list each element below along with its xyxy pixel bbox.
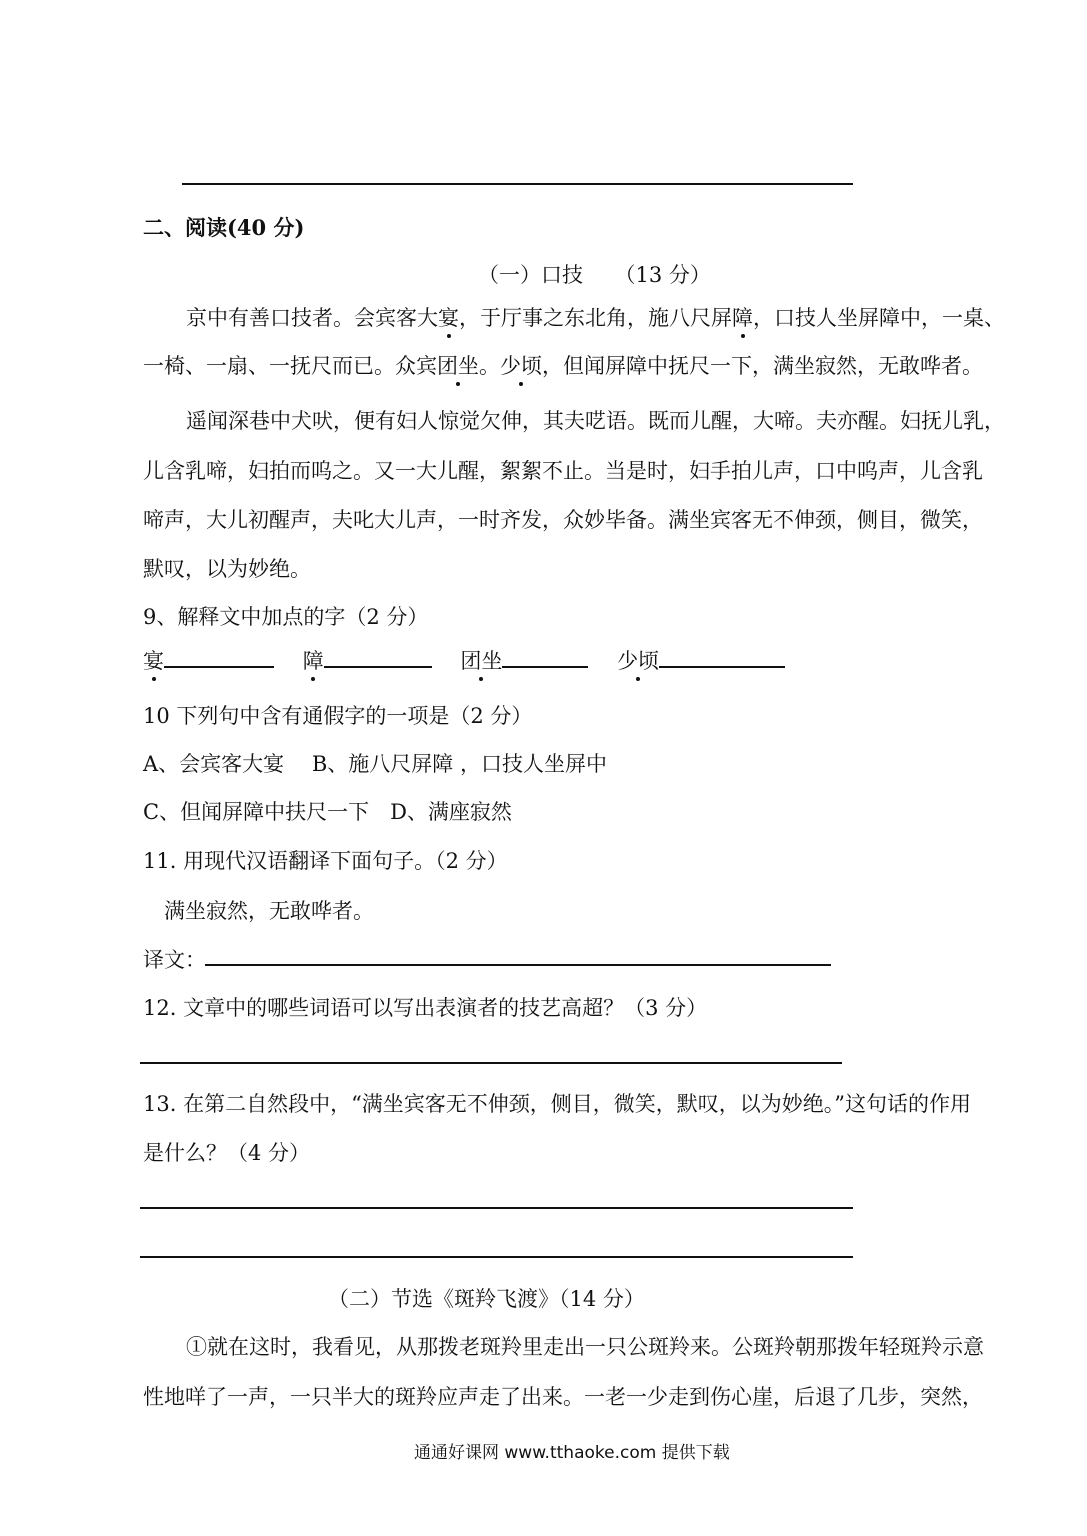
passage1-line: 默叹，以为妙绝。 [143, 557, 311, 581]
answer-blank[interactable] [502, 646, 588, 668]
page-footer: 通通好课网 www.tthaoke.com 提供下载 [414, 1443, 730, 1463]
question-12: 12. 文章中的哪些词语可以写出表演者的技艺高超？（3 分） [143, 996, 708, 1020]
question-10: 10 下列句中含有通假字的一项是（2 分） [143, 704, 533, 728]
term: 少顷 [617, 645, 659, 675]
passage1-line: 儿含乳啼，妇拍而呜之。又一大儿醒，絮絮不止。当是时，妇手拍儿声，口中呜声，儿含乳 [143, 459, 983, 483]
passage2-line: 性地咩了一声，一只半大的斑羚应声走了出来。一老一少走到伤心崖，后退了几步，突然， [143, 1385, 983, 1409]
question-13-cont: 是什么？（4 分） [143, 1141, 311, 1165]
dotted-char: 障 [732, 302, 753, 332]
answer-blank[interactable] [164, 646, 274, 668]
passage1-title: （一）口技 （13 分） [478, 263, 711, 287]
question-9-blanks [143, 645, 785, 675]
dotted-word: 少顷 [500, 350, 542, 380]
question-11: 11. 用现代汉语翻译下面句子。（2 分） [143, 849, 508, 873]
dotted-word: 团坐 [437, 350, 479, 380]
answer-line[interactable] [205, 964, 831, 966]
term: 团坐 [460, 645, 502, 675]
answer-line-top [182, 183, 853, 185]
answer-line[interactable] [140, 1256, 853, 1258]
answer-blank[interactable] [324, 646, 432, 668]
dotted-char: 宴 [438, 302, 459, 332]
passage2-title: （二）节选《斑羚飞渡》（14 分） [328, 1287, 645, 1311]
passage1-line: 一椅、一扇、一抚尺而已。众宾团坐。少顷，但闻屏障中抚尺一下，满坐寂然，无敢哗者。 [143, 350, 983, 380]
question-10-options-ab: A、会宾客大宴 B、施八尺屏障 ，口技人坐屏中 [143, 752, 607, 776]
question-11-answer-label: 译文： [143, 948, 206, 972]
passage1-line: 遥闻深巷中犬吠，便有妇人惊觉欠伸，其夫呓语。既而儿醒，大啼。夫亦醒。妇抚儿乳， [186, 409, 1005, 433]
question-11-sentence: 满坐寂然，无敢哗者。 [164, 899, 374, 923]
answer-blank[interactable] [659, 646, 785, 668]
answer-line[interactable] [140, 1062, 842, 1064]
term: 障 [303, 645, 324, 675]
question-9: 9、解释文中加点的字（2 分） [143, 605, 429, 629]
question-13: 13. 在第二自然段中，“满坐宾客无不伸颈，侧目，微笑，默叹，以为妙绝。”这句话的作用 [143, 1092, 972, 1116]
question-10-options-cd: C、但闻屏障中扶尺一下 D、满座寂然 [143, 800, 512, 824]
section-title: 二、阅读(40 分) [143, 215, 305, 240]
passage1-line: 啼声，大儿初醒声，夫叱大儿声，一时齐发，众妙毕备。满坐宾客无不伸颈，侧目，微笑， [143, 508, 983, 532]
passage1-line: 京中有善口技者。会宾客大宴，于厅事之东北角，施八尺屏障，口技人坐屏障中，一桌、 [186, 302, 1005, 332]
passage2-line: ①就在这时，我看见，从那拨老斑羚里走出一只公斑羚来。公斑羚朝那拨年轻斑羚示意 [186, 1335, 984, 1359]
term: 宴 [143, 645, 164, 675]
answer-line[interactable] [140, 1207, 853, 1209]
